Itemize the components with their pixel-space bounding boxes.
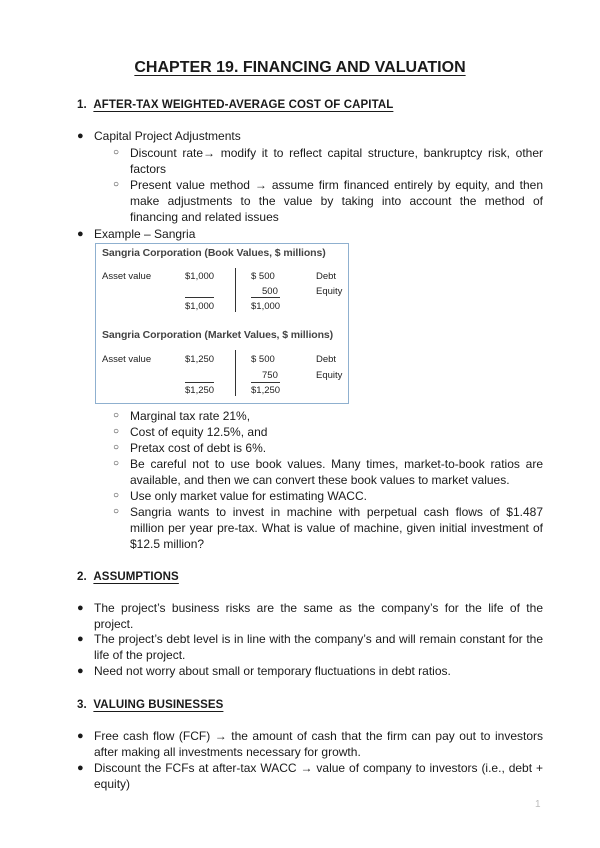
page-title: CHAPTER 19. FINANCING AND VALUATION	[134, 59, 466, 76]
asset-label: Asset value	[102, 354, 152, 365]
asset-total: $1,250	[185, 385, 215, 396]
equity-value: 500	[262, 286, 278, 297]
liabilities-total: $1,000	[251, 301, 281, 312]
equity-value: 750	[262, 370, 278, 381]
page-number: 1	[535, 799, 541, 810]
asset-value: $1,250	[185, 354, 215, 365]
section-heading-1: 1. AFTER-TAX WEIGHTED-AVERAGE COST OF CAPITAL	[77, 99, 394, 111]
figure-heading-book: Sangria Corporation (Book Values, $ millions)	[102, 247, 326, 259]
asset-label: Asset value	[102, 271, 152, 282]
debt-label: Debt	[316, 354, 337, 365]
equity-label: Equity	[316, 286, 343, 297]
equity-label: Equity	[316, 370, 343, 381]
debt-value: $ 500	[251, 354, 275, 365]
liabilities-total: $1,250	[251, 385, 281, 396]
section-heading-3: 3. VALUING BUSINESSES	[77, 699, 224, 711]
debt-value: $ 500	[251, 271, 275, 282]
figure-heading-market: Sangria Corporation (Market Values, $ millions)	[102, 329, 334, 341]
section-heading-2: 2. ASSUMPTIONS	[77, 571, 179, 583]
asset-total: $1,000	[185, 301, 215, 312]
asset-value: $1,000	[185, 271, 215, 282]
balance-sheet-figure	[95, 243, 349, 404]
debt-label: Debt	[316, 271, 337, 282]
